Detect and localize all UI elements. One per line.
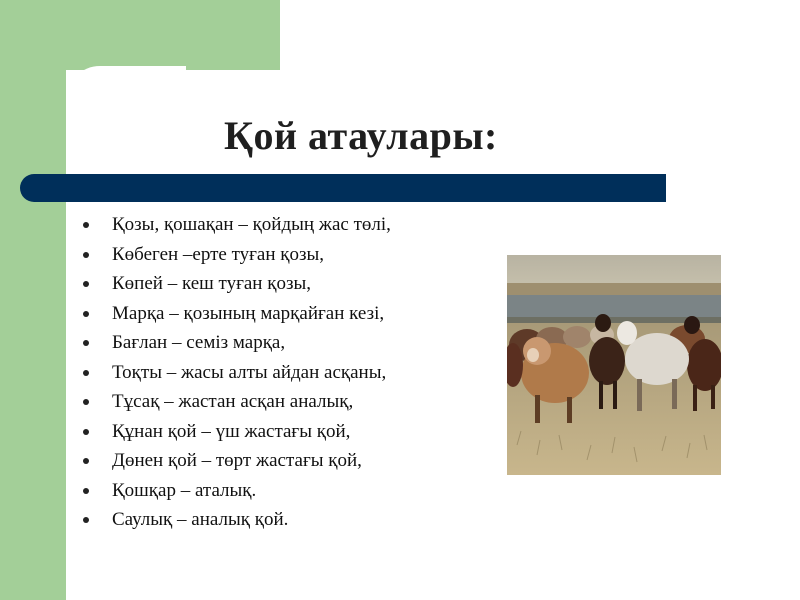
bullet-item: Тоқты – жасы алты айдан асқаны, xyxy=(80,358,391,388)
bullet-item: Бағлан – семіз марқа, xyxy=(80,328,391,358)
title-underline-bar xyxy=(20,174,666,202)
bullet-item: Құнан қой – үш жастағы қой, xyxy=(80,417,391,447)
bullet-item: Саулық – аналық қой. xyxy=(80,505,391,535)
decor-rounded-corner xyxy=(66,66,186,186)
sheep-flock-photo xyxy=(507,255,721,475)
bullet-item: Көбеген –ерте туған қозы, xyxy=(80,240,391,270)
decor-green-strip-left xyxy=(0,0,66,600)
sheep-photo-illustration xyxy=(507,255,721,475)
bullet-item: Қошқар – аталық. xyxy=(80,476,391,506)
bullet-list xyxy=(80,210,391,535)
bullet-item: Тұсақ – жастан асқан аналық, xyxy=(80,387,391,417)
decor-green-block-top xyxy=(0,0,280,70)
bullet-item: Көпей – кеш туған қозы, xyxy=(80,269,391,299)
bullet-item: Қозы, қошақан – қойдың жас төлі, xyxy=(80,210,391,240)
bullet-item: Дөнен қой – төрт жастағы қой, xyxy=(80,446,391,476)
slide-title: Қой атаулары: xyxy=(224,113,498,158)
bullet-item: Марқа – қозының марқайған кезі, xyxy=(80,299,391,329)
